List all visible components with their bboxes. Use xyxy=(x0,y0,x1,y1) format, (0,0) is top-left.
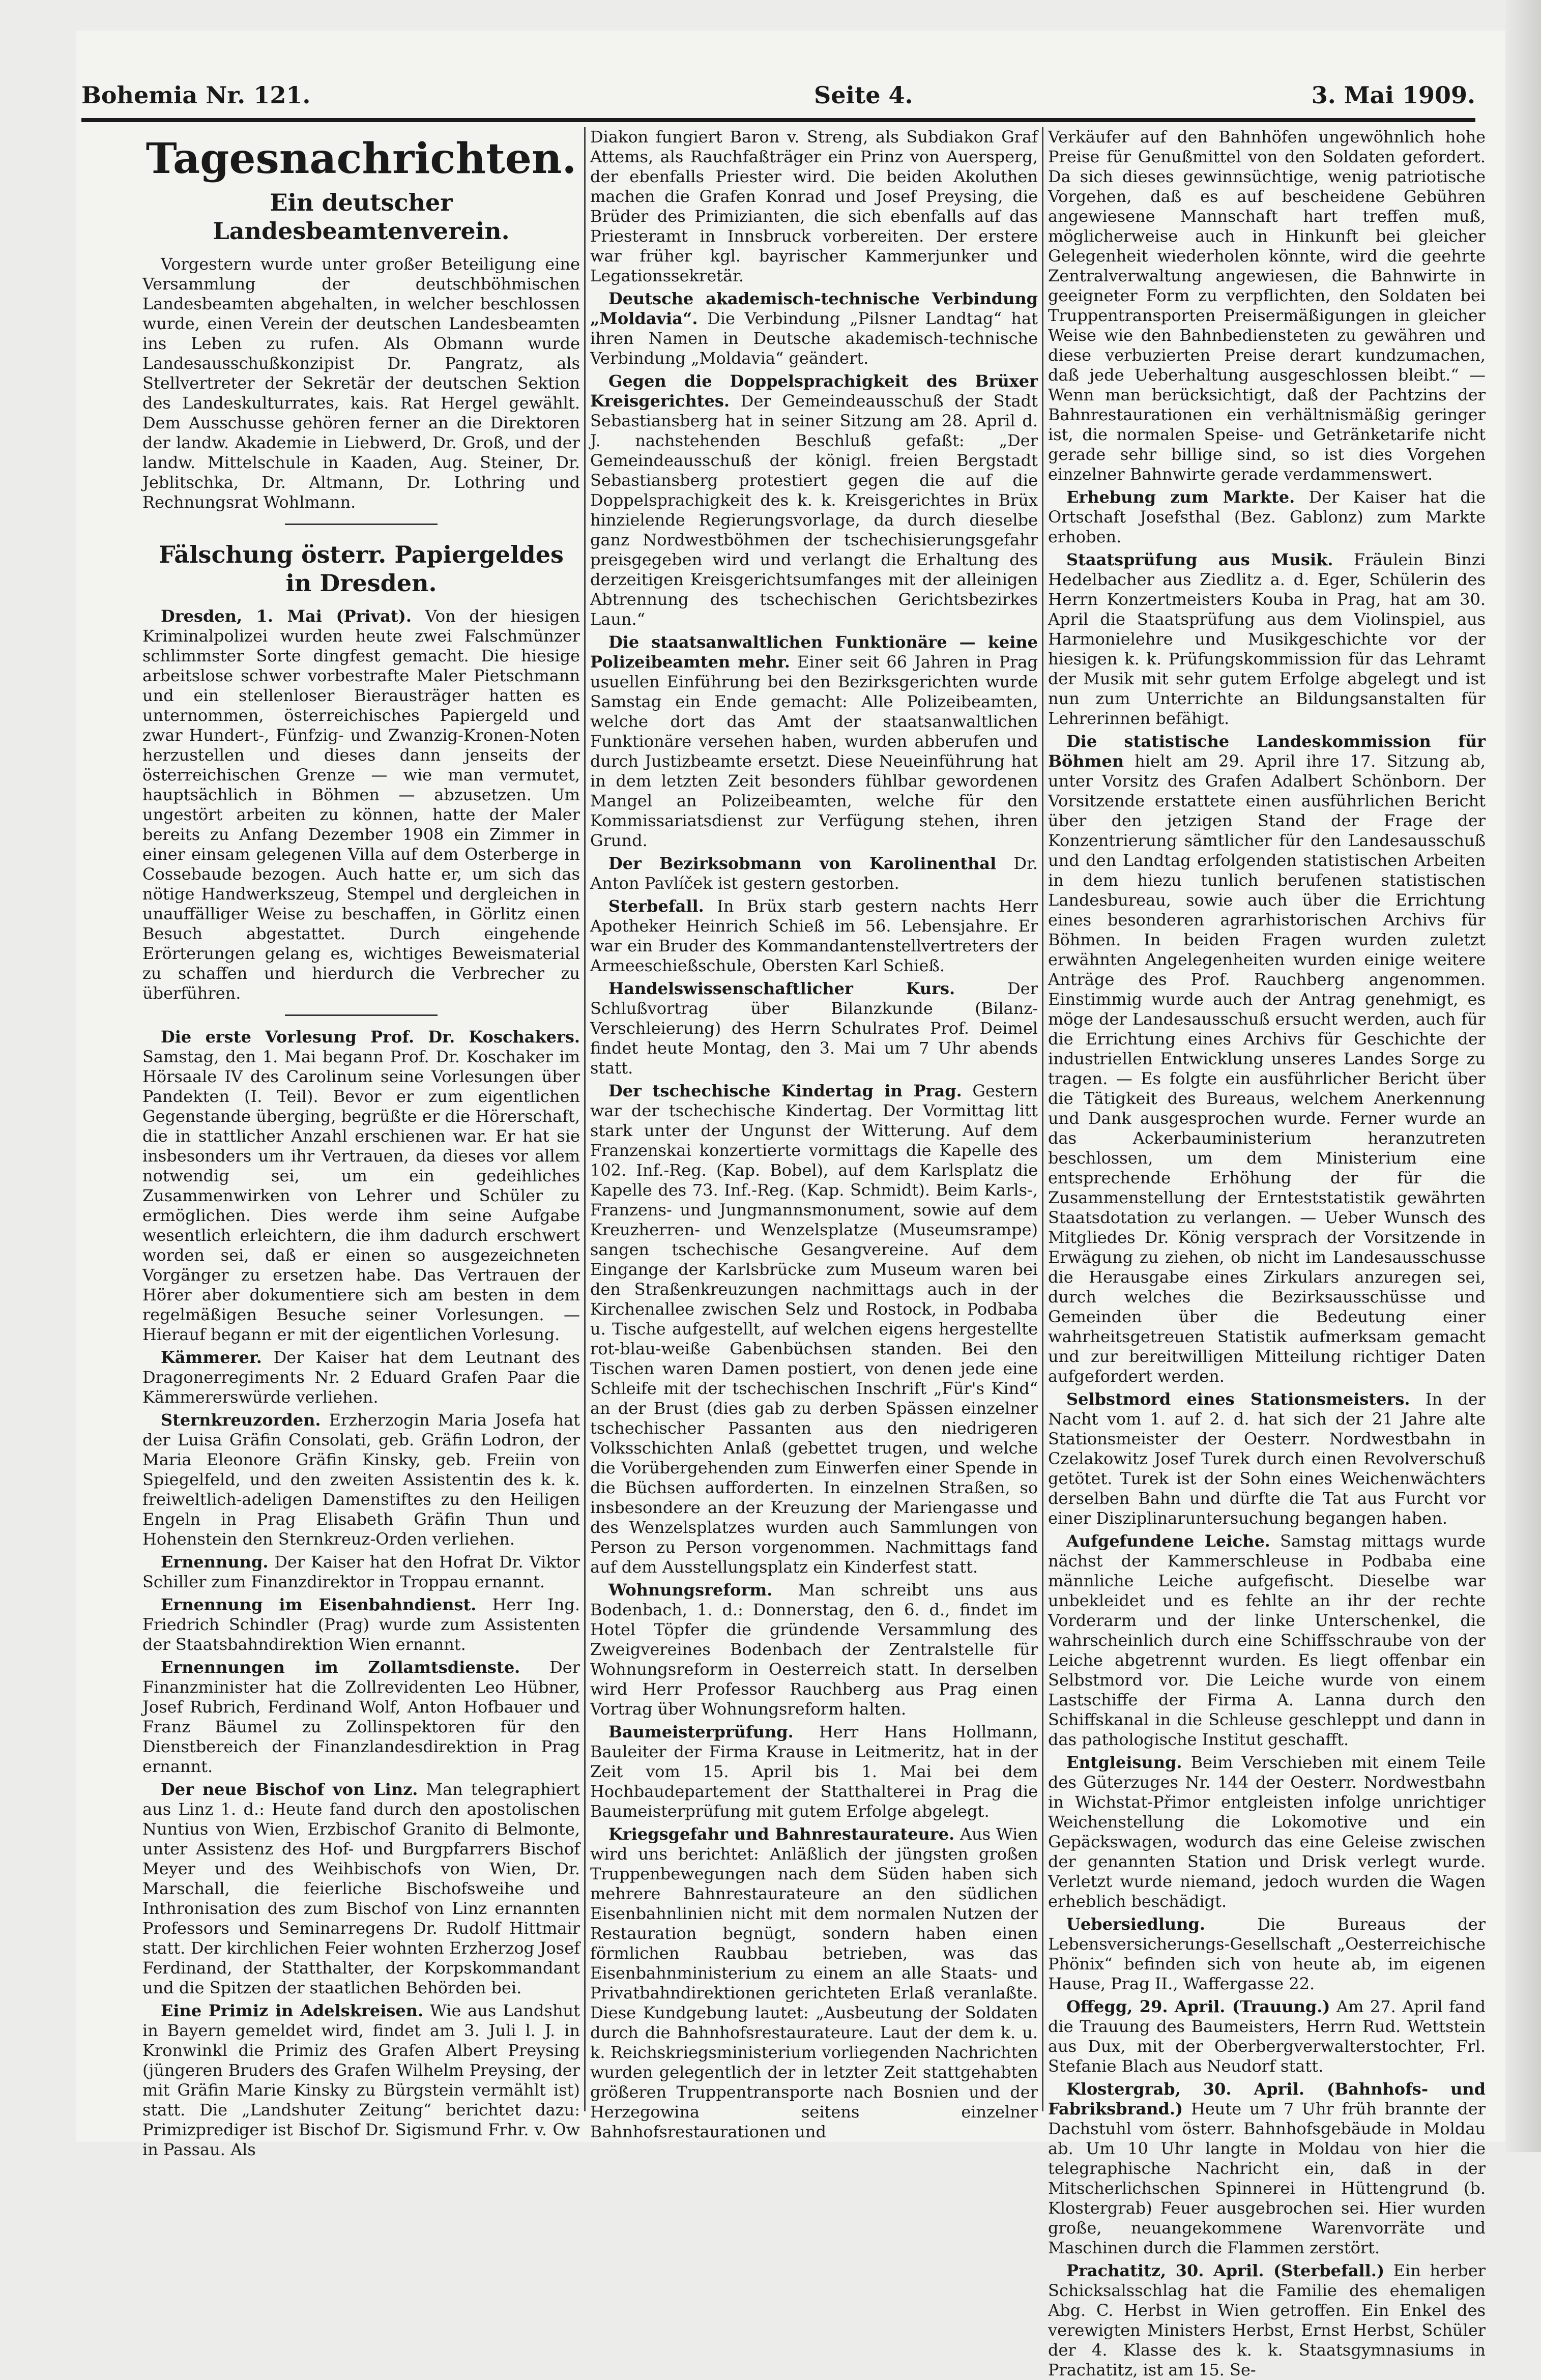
paragraph-text: Heute um 7 Uhr früh brannte der Dachstuhl vom österr. Bahnhofsgebäude in Moldau ab. Um 10 Uhr langte in Moldau von hier die telegraphische Nachricht ein, daß in der Mitscherlichschen Spinnerei in Hüttengrund (b. Klostergrab) Feuer ausgebrochen sei. Hier wurden große, neuangekommene Warenvorräte und Maschinen durch die Flammen zerstört. xyxy=(1048,2099,1486,2257)
column-divider xyxy=(584,127,586,2111)
article-paragraph xyxy=(142,1348,580,1407)
paragraph-lead: Selbstmord eines Stationsmeisters. xyxy=(1066,1389,1410,1409)
header-rule xyxy=(81,118,1475,122)
paragraph-text: In der Nacht vom 1. auf 2. d. hat sich der 21 Jahre alte Stationsmeister der Oesterr. Nordwestbahn in Czelakowitz Josef Turek durch einen Revolverschuß getötet. Turek ist der Sohn eines Weichenwächters derselben Bahn und dürfte die Tat aus Furcht vor einer Disziplinaruntersuchung begangen haben. xyxy=(1048,1389,1486,1528)
paragraph-text: Der Kaiser hat dem Leutnant des Dragonerregiments Nr. 2 Eduard Grafen Paar die Kämmererswürde verliehen. xyxy=(142,1348,580,1407)
article-paragraph xyxy=(142,1410,580,1549)
paragraph-text: Die Verbindung „Pilsner Landtag“ hat ihren Namen in Deutsche akademisch-technische Verbindung „Moldavia“ geändert. xyxy=(590,309,1038,368)
header-issue: Bohemia Nr. 121. xyxy=(81,81,311,109)
paragraph-lead: Sternkreuzorden. xyxy=(161,1410,321,1430)
article-paragraph xyxy=(1048,1531,1486,1750)
paragraph-text: Aus Wien wird uns berichtet: Anläßlich der jüngsten großen Truppenbewegungen nach dem Süden haben sich mehrere Bahnrestaurateure an den südlichen Eisenbahnlinien nicht mit dem normalen Nutzen der Restauration begnügt, sondern haben einen förmlichen Raubbau betrieben, was das Eisenbahnministerium zu einem an alle Staats- und Privatbahndirektionen gerichteten Erlaß veranlaßte. Diese Kundgebung lautet: „Ausbeutung der Soldaten durch die Bahnhofsrestaurateure. Laut der dem k. u. k. Reichskriegsministerium vorliegenden Nachrichten wurden gelegentlich der in letzter Zeit stattgehabten größeren Truppentransporte nach Bosnien und der Herzegowina seitens einzelner Bahnhofsrestaurationen und xyxy=(590,1824,1038,2141)
article-headline: Ein deutscher Landesbeamtenverein. xyxy=(213,189,510,245)
article-paragraph xyxy=(142,1595,580,1655)
paragraph-lead: Gegen die Doppelsprachigkeit des Brüxer Kreisgerichtes. xyxy=(590,371,1038,411)
article-paragraph xyxy=(590,632,1038,851)
paragraph-lead: Der Bezirksobmann von Karolinenthal xyxy=(608,854,997,873)
paragraph-text: Einer seit 66 Jahren in Prag usuellen Einführung bei den Bezirksgerichten wurde Samstag ein Ende gemacht: Alle Polizeibeamten, welche dort das Amt der staatsanwaltlichen Funktionäre versehen haben, wurden abberufen und durch Justizbeamte ersetzt. Diese Neueinführung hat in dem letzten Zeit besonders fühlbar gewordenen Mangel an Polizeibeamten, welche für den Kommissariatsdienst zur Verfügung stehen, ihren Grund. xyxy=(590,652,1038,850)
paragraph-lead: Erhebung zum Markte. xyxy=(1066,487,1295,507)
paragraph-lead: Der neue Bischof von Linz. xyxy=(161,1780,418,1799)
scan-edge xyxy=(1505,0,1541,2152)
paragraph-lead: Offegg, 29. April. (Trauung.) xyxy=(1066,1997,1330,2016)
article-headline: Fälschung österr. Papiergeldes in Dresden. xyxy=(159,541,564,597)
column-3 xyxy=(1048,127,1486,2379)
paragraph-lead: Der tschechische Kindertag in Prag. xyxy=(608,1081,962,1100)
paragraph-text: Wie aus Landshut in Bayern gemeldet wird, findet am 3. Juli l. J. in Kronwinkl die Primiz des Grafen Albert Preysing (jüngeren Bruders des Grafen Wilhelm Preysing, der mit Gräfin Marie Kinsky zu Bürgstein vermählt ist) statt. Die „Landshuter Zeitung“ berichtet dazu: Primizprediger ist Bischof Dr. Sigismund Frhr. v. Ow in Passau. Als xyxy=(142,2001,580,2159)
paragraph-text: Herr Ing. Friedrich Schindler (Prag) wurde zum Assistenten der Staatsbahndirektion Wien ernannt. xyxy=(142,1595,580,1654)
header-date: 3. Mai 1909. xyxy=(1311,81,1475,109)
article-paragraph xyxy=(590,371,1038,629)
article-paragraph xyxy=(590,979,1038,1078)
paragraph-text: Fräulein Binzi Hedelbacher aus Ziedlitz a. d. Eger, Schülerin des Herrn Konzertmeisters Kouba in Prag, hat am 30. April die Staatsprüfung aus dem Violinspiel, aus Harmonielehre und Musikgeschichte vor der hiesigen k. k. Prüfungskommission für das Lehramt der Musik mit sehr gutem Erfolge abgelegt und ist nun zum Unterrichte an Bildungsanstalten für Lehrerinnen befähigt. xyxy=(1048,550,1486,728)
header-page: Seite 4. xyxy=(814,81,913,109)
divider xyxy=(285,1014,438,1016)
paragraph-text: Gestern war der tschechische Kindertag. Der Vormittag litt stark unter der Ungunst der Witterung. Auf dem Franzenskai konzertierte vormittags die Kapelle des 102. Inf.-Reg. (Kap. Bobel), auf dem Karlsplatz die Kapelle des 73. Inf.-Reg. (Kap. Schmidt). Beim Karls-, Franzens- und Jungmannsmonument, sowie auf dem Kreuzherren- und Wenzelsplatze (Museumsrampe) sangen tschechische Gesangvereine. Auf dem Eingange der Karlsbrücke zum Museum waren bei den Straßenkreuzungen nachmittags auch in der Kirchenallee zwischen Selz und Rostock, in Podbaba u. Tische aufgestellt, auf welchen eigens hergestellte rot-blau-weiße Gabenbüchsen standen. Bei den Tischen waren Damen postiert, von denen jede eine Schleife mit der tschechischen Inschrift „Für's Kind“ an der Brust (dies gab zu derben Spässen einzelner tschechischer Passanten aus den niedrigeren Volksschichten Anlaß (gebettet trugen, und welche die Vorübergehenden zum Einwerfen einer Spende in die Büchsen aufforderten. In einzelnen Straßen, so insbesondere an der Kreuzung der Mariengasse und des Wenzelsplatzes wurden auch Sammlungen von Person zu Person vorgenommen. Nachmittags fand auf dem Ausstellungsplatz ein Kinderfest statt. xyxy=(590,1081,1038,1577)
paragraph-text: Samstag, den 1. Mai begann Prof. Dr. Koschaker im Hörsaale IV des Carolinum seine Vorlesungen über Pandekten (I. Teil). Bevor er zum eigentlichen Gegenstande überging, begrüßte er die Hörerschaft, die in stattlicher Anzahl erschienen war. Er hat sie insbesonders um ihr Vertrauen, da dieses vor allem notwendig sei, um ein gedeihliches Zusammenwirken von Lehrer und Schüler zu ermöglichen. Dies werde ihm seine Aufgabe wesentlich erleichtern, die ihm dadurch erschwert worden sei, daß er einen so ausgezeichneten Vorgänger zu ersetzen habe. Das Vertrauen der Hörer aber dokumentiere sich am besten in dem regelmäßigen Besuche seiner Vorlesungen. — Hierauf begann er mit der eigentlichen Vorlesung. xyxy=(142,1047,580,1344)
paragraph-lead: Baumeisterprüfung. xyxy=(608,1722,794,1742)
article-paragraph: Vorgestern wurde unter großer Beteiligung eine Versammlung der deutschböhmischen Landesbeamten abgehalten, in welcher beschlossen wurde, einen Verein der deutschen Landesbeamten ins Leben zu rufen. Als Obmann wurde Landesausschußkonzipist Dr. Pangratz, als Stellvertreter der Sekretär der deutschen Sektion des Landeskulturrates, kais. Rat Hergel gewählt. Dem Ausschusse gehören ferner an die Direktoren der landw. Akademie in Liebwerd, Dr. Groß, und der landw. Mittelschule in Kaaden, Aug. Steiner, Dr. Jeblitschka, Dr. Altmann, Dr. Lothring und Rechnungsrat Wohlmann. xyxy=(142,254,580,512)
paragraph-text: Die Bureaus der Lebensversicherungs-Gesellschaft „Oesterreichische Phönix“ befinden sich von heute ab, im eigenen Hause, Prag II., Waffergasse 22. xyxy=(1048,1914,1486,1993)
article-paragraph xyxy=(142,1780,580,1998)
paragraph-lead: Ernennung. xyxy=(161,1552,269,1572)
paragraph-text: In Brüx starb gestern nachts Herr Apotheker Heinrich Schieß im 56. Lebensjahre. Er war ein Bruder des Kommandantenstellvertreters der Armeeschießschule, Obersten Karl Schieß. xyxy=(590,896,1038,975)
paragraph-lead: Deutsche akademisch-technische Verbindung „Moldavia“. xyxy=(590,289,1038,328)
paragraph-lead: Klostergrab, 30. April. (Bahnhofs- und Fabriksbrand.) xyxy=(1048,2079,1486,2118)
paragraph-text: Von der hiesigen Kriminalpolizei wurden heute zwei Falschmünzer schlimmster Sorte dingfest gemacht. Die hiesige arbeitslose schwer vorbestrafte Maler Pietschmann und ein stellenloser Bierausträger hatten es unternommen, österreichisches Papiergeld und zwar Hundert-, Fünfzig- und Zwanzig-Kronen-Noten herzustellen und dieses dann jenseits der österreichischen Grenze — wie man vermutet, hauptsächlich in Böhmen — abzusetzen. Um ungestört arbeiten zu können, hatte der Maler bereits zu Anfang Dezember 1908 ein Zimmer in einer einsam gelegenen Villa auf dem Osterberge in Cossebaude bezogen. Auch hatte er, um sich das nötige Handwerkszeug, Stempel und dergleichen in unauffälliger Weise zu beschaffen, in Görlitz einen Besuch abgestattet. Durch eingehende Erörterungen gelang es, wichtiges Beweismaterial zu schaffen und hierdurch die Verbrecher zu überführen. xyxy=(142,606,580,1003)
paragraph-lead: Sterbefall. xyxy=(608,896,704,916)
paragraph-text: Der Kaiser hat die Ortschaft Josefsthal (Bez. Gablonz) zum Markte erhoben. xyxy=(1048,487,1486,546)
paragraph-lead: Aufgefundene Leiche. xyxy=(1066,1531,1270,1551)
paragraph-lead: Die statistische Landeskommission für Böhmen xyxy=(1048,732,1486,771)
article-paragraph xyxy=(142,1552,580,1592)
article-paragraph xyxy=(590,1081,1038,1577)
paragraph-lead: Die erste Vorlesung Prof. Dr. Koschakers. xyxy=(161,1027,580,1047)
article-paragraph xyxy=(590,854,1038,893)
column-1 xyxy=(142,127,580,2159)
paragraph-text: Samstag mittags wurde nächst der Kammerschleuse in Podbaba eine männliche Leiche aufgefischt. Dieselbe war unbekleidet und es fehlte an ihr der rechte Vorderarm und der linke Unterschenkel, die wahrscheinlich durch eine Schiffsschraube von der Leiche abgetrennt wurden. Es liegt offenbar ein Selbstmord vor. Die Leiche wurde von einem Lastschiffe der Firma A. Lanna durch den Schiffskanal in die Schleuse geschleppt und dann in das pathologische Institut geschafft. xyxy=(1048,1531,1486,1749)
article-paragraph xyxy=(590,289,1038,368)
section-title: Tagesnachrichten. xyxy=(146,134,577,183)
paragraph-lead: Uebersiedlung. xyxy=(1066,1914,1205,1934)
article-paragraph xyxy=(1048,1753,1486,1911)
paragraph-lead: Kriegsgefahr und Bahnrestaurateure. xyxy=(608,1824,955,1844)
paragraph-lead: Die staatsanwaltlichen Funktionäre — keine Polizeibeamten mehr. xyxy=(590,632,1038,672)
running-header xyxy=(81,76,1475,117)
paragraph-text: Man telegraphiert aus Linz 1. d.: Heute fand durch den apostolischen Nuntius von Wien, Erzbischof Granito di Belmonte, unter Assistenz des Hof- und Burgpfarrers Bischof Meyer und des Weihbischofs von Wien, Dr. Marschall, die feierliche Bischofsweihe und Inthronisation des zum Bischof von Linz ernannten Professors und Seminarregens Dr. Rudolf Hittmair statt. Der kirchlichen Feier wohnten Erzherzog Josef Ferdinand, der Statthalter, der Korpskommandant und die Spitzen der staatlichen Behörden bei. xyxy=(142,1780,580,1997)
paragraph-lead: Prachatitz, 30. April. (Sterbefall.) xyxy=(1066,2261,1385,2280)
article-paragraph xyxy=(590,1824,1038,2142)
paragraph-lead: Eine Primiz in Adelskreisen. xyxy=(161,2001,424,2020)
article-paragraph xyxy=(1048,1997,1486,2076)
article-paragraph xyxy=(1048,487,1486,547)
article-paragraph xyxy=(590,896,1038,976)
column-divider xyxy=(1042,127,1043,2111)
paragraph-text: Erzherzogin Maria Josefa hat der Luisa Gräfin Consolati, geb. Gräfin Lodron, der Maria Eleonore Gräfin Kinsky, geb. Freiin von Spiegelfeld, und den zweiten Assistentin des k. k. freiweltlich-adeligen Damenstiftes zu den Heiligen Engeln in Prag Elisabeth Gräfin Thun und Hohenstein den Sternkreuz-Orden verliehen. xyxy=(142,1410,580,1549)
article-paragraph xyxy=(590,1580,1038,1719)
article-paragraph xyxy=(590,1722,1038,1821)
article-paragraph: Diakon fungiert Baron v. Streng, als Subdiakon Graf Attems, als Rauchfaßträger ein Prinz von Auersperg, der ebenfalls Priester wird. Die beiden Akoluthen machen die Grafen Konrad und Josef Preysing, die Brüder des Primizianten, die sich ebenfalls auf das Priesteramt in Innsbruck vorbereiten. Der erstere war früher kgl. bayrischer Kammerjunker und Legationssekretär. xyxy=(590,127,1038,285)
paragraph-lead: Handelswissenschaftlicher Kurs. xyxy=(608,979,955,998)
article-paragraph xyxy=(1048,1914,1486,1994)
paragraph-text: Ein herber Schicksalsschlag hat die Familie des ehemaligen Abg. C. Herbst in Wien getroffen. Ein Enkel des verewigten Ministers Herbst, Ernst Herbst, Schüler der 4. Klasse des k. k. Staatsgymnasiums in Prachatitz, ist am 15. Se- xyxy=(1048,2261,1486,2379)
article-paragraph xyxy=(142,606,580,1003)
paragraph-lead: Staatsprüfung aus Musik. xyxy=(1066,550,1333,569)
paragraph-text: Der Gemeindeausschuß der Stadt Sebastiansberg hat in seiner Sitzung am 28. April d. J. nachstehenden Beschluß gefaßt: „Der Gemeindeausschuß der königl. freien Bergstadt Sebastiansberg protestiert gegen die auf die Doppelsprachigkeit des k. k. Kreisgerichtes in Brüx hinzielende Regierungsvorlage, da durch dieselbe ganz Nordwestböhmen der tschechisierungsgefahr preisgegeben wird und verlangt die Erhaltung des derzeitigen Kreisgerichtsumfanges mit der alleinigen Abtrennung des tschechischen Gerichtsbezirkes Laun.“ xyxy=(590,391,1038,629)
paragraph-text: Der Schlußvortrag über Bilanzkunde (Bilanz-Verschleierung) des Herrn Schulrates Prof. Deimel findet heute Montag, den 3. Mai um 7 Uhr abends statt. xyxy=(590,979,1038,1078)
paragraph-text: Am 27. April fand die Trauung des Baumeisters, Herrn Rud. Wettstein aus Dux, mit der Oberbergverwalterstochter, Frl. Stefanie Blach aus Neudorf statt. xyxy=(1048,1997,1486,2076)
paragraph-text: hielt am 29. April ihre 17. Sitzung ab, unter Vorsitz des Grafen Adalbert Schönborn. Der Vorsitzende erstattete einen ausführlichen Bericht über den jetzigen Stand der Frage der Konzentrierung sämtlicher für den Landesausschuß und den Landtag erfolgenden statistischen Arbeiten in dem hiezu tunlich berufenen statistischen Landesbureau, sowie auch über die Errichtung eines besonderen agrarhistorischen Archivs für Böhmen. In beiden Fragen wurden zuletzt erwähnten Angelegenheiten wurden einige weitere Anträge des Prof. Rauchberg angenommen. Einstimmig wurde auch der Antrag genehmigt, es möge der Landesausschuß ersucht werden, auch für die Errichtung eines Archivs für Geschichte der industriellen Entwicklung unseres Landes Sorge zu tragen. — Es folgte ein ausführlicher Bericht über die Tätigkeit des Bureaus, welchem Anerkennung und Dank ausgesprochen wurde. Ferner wurde an das Ackerbauministerium heranzutreten beschlossen, um dem Ministerium eine entsprechende Erhöhung der für die Zusammenstellung der Ernteststatistik gewährten Staatsdotation zu verlangen. — Ueber Wunsch des Mitgliedes Dr. König versprach der Vorsitzende in Erwägung zu ziehen, ob nicht im Landesausschusse die Herausgabe eines Zirkulars anzuregen sei, durch welches die Bezirksausschüsse und Gemeinden über die Bedeutung einer wahrheitsgetreuen Statistik aufmerksam gemacht und zur bereitwilligen Mitteilung richtiger Daten aufgefordert werden. xyxy=(1048,751,1486,1386)
article-paragraph: Verkäufer auf den Bahnhöfen ungewöhnlich hohe Preise für Genußmittel von den Soldaten gefordert. Da sich dieses gewinnsüchtige, wenig patriotische Vorgehen, daß es auf bescheidene Gebühren angewiesene Mannschaft hart treffen muß, möglicherweise auch in Hinkunft bei gleicher Gelegenheit wiederholen könnte, wird die geehrte Zentralverwaltung angewiesen, die Bahnwirte in geeigneter Form zu verpflichten, den Soldaten bei Truppentransporten Preisermäßigungen in gleicher Weise wie den Bahnbediensteten zu gewähren und diese verbuzierten Preise derart kundzumachen, daß jede Ueberhaltung ausgeschlossen bleibt.“ — Wenn man berücksichtigt, daß der Pachtzins der Bahnrestaurationen ein verhältnismäßig geringer ist, die normalen Speise- und Getränketarife nicht gerade sehr billige sind, so ist dies Vorgehen einzelner Bahnwirte gerade verdammenswert. xyxy=(1048,127,1486,484)
article-paragraph xyxy=(1048,2261,1486,2380)
divider xyxy=(285,524,438,525)
paragraph-text: Der Kaiser hat den Hofrat Dr. Viktor Schiller zum Finanzdirektor in Troppau ernannt. xyxy=(142,1552,580,1591)
article-paragraph xyxy=(1048,1389,1486,1528)
paragraph-text: Dr. Anton Pavlíček ist gestern gestorben. xyxy=(590,854,1038,893)
article-paragraph xyxy=(142,1027,580,1345)
paragraph-lead: Ernennungen im Zollamtsdienste. xyxy=(161,1658,520,1677)
paragraph-lead: Ernennung im Eisenbahndienst. xyxy=(161,1595,477,1614)
paragraph-text: Man schreibt uns aus Bodenbach, 1. d.: Donnerstag, den 6. d., findet im Hotel Töpfer die gründende Versammlung des Zweigvereines Bodenbach der Zentralstelle für Wohnungsreform in Oesterreich statt. In derselben wird Herr Professor Rauchberg aus Prag einen Vortrag über Wohnungsreform halten. xyxy=(590,1580,1038,1719)
paragraph-lead: Kämmerer. xyxy=(161,1348,262,1367)
article-paragraph xyxy=(1048,732,1486,1386)
paragraph-text: Der Finanzminister hat die Zollrevidenten Leo Hübner, Josef Rubrich, Ferdinand Wolf, Anton Hofbauer und Franz Bäumel zu Zollinspektoren für den Dienstbereich der Finanzlandesdirektion in Prag ernannt. xyxy=(142,1658,580,1776)
paragraph-lead: Entgleisung. xyxy=(1066,1753,1182,1772)
article-paragraph xyxy=(142,1658,580,1777)
article-paragraph xyxy=(1048,2079,1486,2258)
paragraph-lead: Wohnungsreform. xyxy=(608,1580,773,1600)
column-2 xyxy=(590,127,1038,2141)
article-paragraph xyxy=(1048,550,1486,729)
paragraph-text: Beim Verschieben mit einem Teile des Güterzuges Nr. 144 der Oesterr. Nordwestbahn in Wichstat-Přimor entgleisten infolge unrichtiger Weichenstellung die Lokomotive und ein Gepäckswagen, wodurch das eine Geleise zwischen der genannten Station und Drisk verlegt wurde. Verletzt wurde niemand, jedoch wurden die Wagen erheblich beschädigt. xyxy=(1048,1753,1486,1911)
article-paragraph xyxy=(142,2001,580,2160)
paragraph-lead: Dresden, 1. Mai (Privat). xyxy=(161,606,412,626)
paragraph-text: Herr Hans Hollmann, Bauleiter der Firma Krause in Leitmeritz, hat in der Zeit vom 15. April bis 1. Mai bei dem Hochbaudepartement der Statthalterei in Prag die Baumeisterprüfung mit gutem Erfolge abgelegt. xyxy=(590,1722,1038,1821)
